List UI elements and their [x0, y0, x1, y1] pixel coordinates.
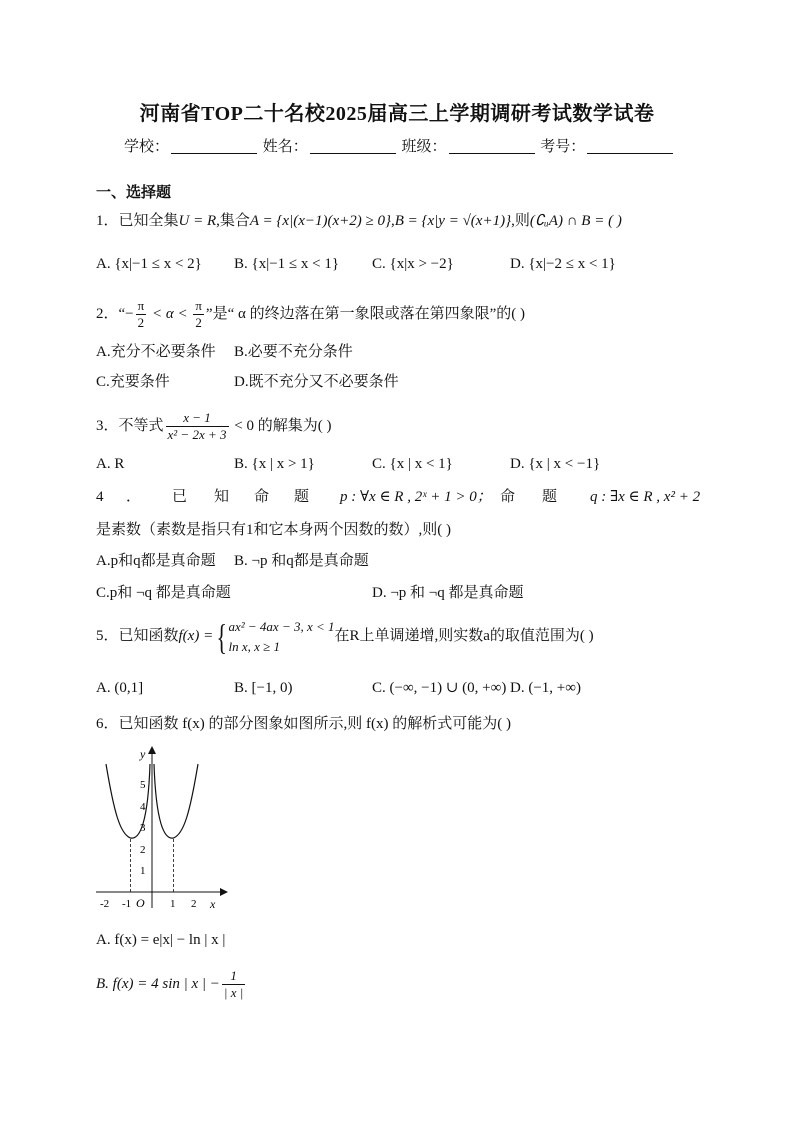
q1-sep: , — [390, 213, 395, 229]
q3-option-b: B. {x | x > 1} — [234, 456, 315, 472]
q2-pi-right: π — [195, 298, 202, 313]
q5-function-name: f(x) = — [178, 628, 214, 644]
q2-fraction-left — [136, 298, 147, 331]
page-title: 河南省TOP二十名校2025届高三上学期调研考试数学试卷 — [139, 103, 655, 125]
name-label: 姓名： — [262, 139, 308, 155]
q5-tail: 在R上单调递增,则实数a的取值范围为( ) — [334, 628, 594, 644]
question-3-stem — [96, 410, 331, 443]
q1-option-a: A. {x|−1 ≤ x < 2} — [96, 256, 202, 272]
q2-option-c: C.充要条件 — [96, 374, 170, 390]
q6-option-b — [96, 968, 247, 1001]
q3-tail: < 0 的解集为( ) — [230, 417, 332, 434]
function-graph — [92, 742, 232, 914]
question-6-stem: 6．已知函数 f(x) 的部分图象如图所示,则 f(x) 的解析式可能为( ) — [96, 716, 511, 732]
y-tick-5: 5 — [140, 779, 146, 791]
q4-char-4: 题 — [294, 489, 310, 505]
q3-intro: 3．不等式 — [96, 417, 164, 434]
q5-option-c: C. (−∞, −1) ∪ (0, +∞) — [372, 680, 507, 696]
q6-option-b-numerator: 1 — [222, 968, 245, 985]
q2-intro: 2．“ — [96, 305, 126, 322]
q6-option-b-fraction — [222, 968, 245, 1001]
q1-universal-set: U = R — [178, 213, 217, 229]
q1-set-a: A = {x|(x−1)(x+2) ≥ 0} — [249, 213, 391, 229]
q2-two-left: 2 — [137, 315, 145, 330]
x-tick-minus-1: -1 — [122, 898, 132, 910]
q2-two-right: 2 — [195, 315, 202, 330]
class-blank — [449, 139, 535, 154]
q4-proposition-p: p : ∀x ∈ R , 2ˣ + 1 > 0； — [340, 489, 492, 505]
q4-char-6: 题 — [542, 489, 558, 505]
q2-minus: − — [125, 305, 134, 322]
q5-option-d: D. (−1, +∞) — [510, 680, 581, 696]
q2-fraction-right — [193, 298, 204, 331]
q4-option-c: C.p和 ¬q 都是真命题 — [96, 585, 231, 601]
q4-char-5: 命 — [500, 489, 516, 505]
origin-label: O — [136, 896, 145, 910]
q2-option-d: D.既不充分又不必要条件 — [234, 374, 399, 390]
q3-option-d: D. {x | x < −1} — [510, 456, 601, 472]
q6-option-a: A. f(x) = e|x| − ln | x | — [96, 932, 226, 948]
y-axis-arrow — [148, 746, 156, 754]
y-axis-label: y — [140, 747, 146, 761]
q3-fraction — [166, 410, 229, 443]
q4-option-b: B. ¬p 和q都是真命题 — [234, 553, 369, 569]
q1-option-c: C. {x|x > −2} — [372, 256, 454, 272]
q5-option-b: B. [−1, 0) — [234, 680, 293, 696]
q5-piece-2: ln x, x ≥ 1 — [228, 638, 281, 654]
q2-option-b: B.必要不充分条件 — [234, 344, 353, 360]
q3-numerator: x − 1 — [166, 410, 229, 427]
q4-char-3: 命 — [254, 489, 270, 505]
school-label: 学校： — [124, 139, 170, 155]
x-axis-label: x — [210, 897, 216, 911]
q2-pi-left: π — [137, 298, 145, 313]
q5-intro: 5．已知函数 — [96, 628, 179, 644]
q6-option-b-denominator: | x | — [223, 985, 244, 1000]
q3-option-c: C. {x | x < 1} — [372, 456, 453, 472]
q1-option-d: D. {x|−2 ≤ x < 1} — [510, 256, 616, 272]
q4-dot: ． — [126, 489, 142, 505]
y-tick-2: 2 — [140, 844, 146, 856]
q1-set-b: B = {x|y = √(x+1)} — [394, 213, 512, 229]
q4-option-a: A.p和q都是真命题 — [96, 553, 216, 569]
x-tick-2: 2 — [191, 898, 197, 910]
y-tick-4: 4 — [140, 801, 146, 813]
q2-tail: ”是“ α 的终边落在第一象限或落在第四象限”的( ) — [205, 305, 525, 322]
q2-alpha-range: < α < — [148, 305, 192, 322]
curve-right-branch — [154, 764, 198, 838]
q1-expression: (∁ᵤA) ∩ B = ( ) — [529, 213, 622, 229]
q6-option-b-expr: B. f(x) = 4 sin | x | − — [96, 975, 220, 992]
y-tick-1: 1 — [140, 865, 146, 877]
q4-proposition-q: q : ∃x ∈ R , x² + 2 — [590, 489, 701, 505]
question-4-line-2: 是素数（素数是指只有1和它本身两个因数的数）,则( ) — [96, 522, 451, 538]
exam-number-label: 考号： — [540, 139, 586, 155]
q4-char-2: 知 — [214, 489, 230, 505]
student-info-row — [124, 137, 675, 157]
question-2-stem — [96, 298, 525, 331]
y-tick-3: 3 — [140, 822, 146, 834]
q4-option-d: D. ¬p 和 ¬q 都是真命题 — [372, 585, 524, 601]
q5-pieces — [228, 617, 334, 657]
q1-option-b: B. {x|−1 ≤ x < 1} — [234, 256, 340, 272]
q1-then: ,则 — [511, 213, 530, 229]
question-1-stem — [96, 211, 622, 231]
x-axis-arrow — [220, 888, 228, 896]
x-tick-1: 1 — [170, 898, 176, 910]
q1-intro: 1．已知全集 — [96, 213, 179, 229]
q3-denominator: x² − 2x + 3 — [167, 427, 227, 442]
q4-char-1: 已 — [172, 489, 188, 505]
q5-option-a: A. (0,1] — [96, 680, 144, 696]
exam-number-blank — [587, 139, 673, 154]
q5-brace: { — [216, 616, 228, 657]
question-5-stem — [96, 614, 594, 658]
q5-piece-1: ax² − 4ax − 3, x < 1 — [228, 618, 335, 634]
class-label: 班级： — [401, 139, 447, 155]
q3-option-a: A. R — [96, 456, 125, 472]
x-tick-minus-2: -2 — [100, 898, 110, 910]
section-heading: 一、选择题 — [96, 185, 172, 201]
q2-option-a: A.充分不必要条件 — [96, 344, 216, 360]
q4-number: 4 — [96, 489, 104, 505]
school-blank — [171, 139, 257, 154]
name-blank — [310, 139, 396, 154]
q1-set-word: ,集合 — [216, 213, 250, 229]
